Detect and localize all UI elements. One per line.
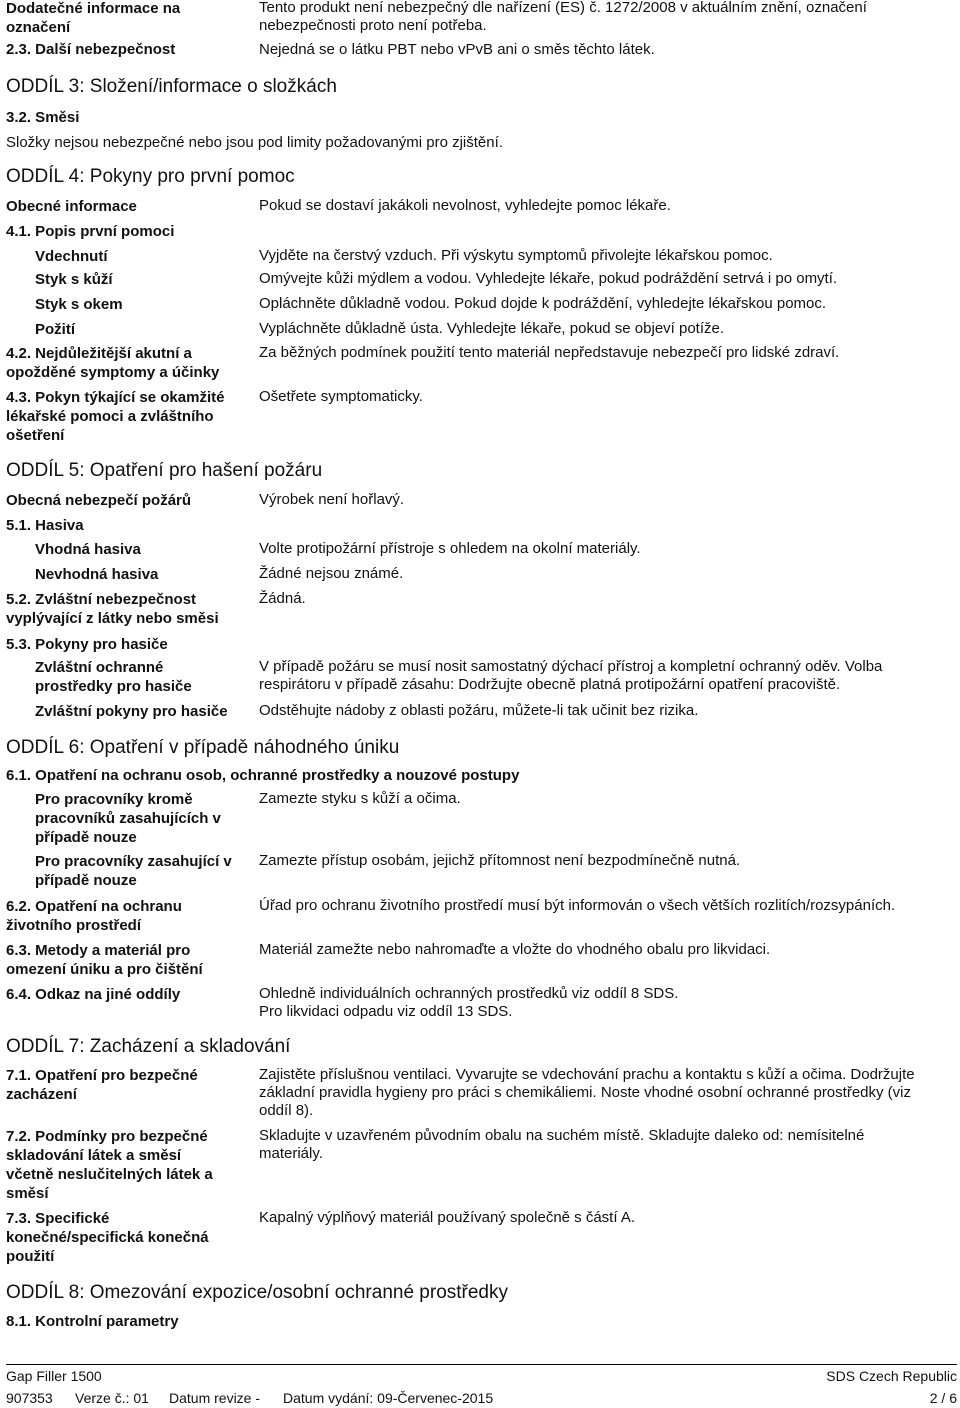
field-label-inhalation: Vdechnutí [35, 248, 108, 265]
field-value-7-2: Skladujte v uzavřeném původním obalu na suchém místě. Skladujte daleko od: nemísitelné materiály. [259, 1127, 865, 1162]
subsection-4-1: 4.1. Popis první pomoci [6, 223, 175, 240]
subsection-5-1: 5.1. Hasiva [6, 517, 84, 534]
field-label-skin: Styk s kůží [35, 271, 113, 288]
field-label-general-info: Obecné informace [6, 198, 137, 215]
field-value-unsuitable-media: Žádné nejsou známé. [259, 565, 404, 582]
field-label-firefighter-instructions: Zvláštní pokyny pro hasiče [35, 703, 228, 720]
section-8-heading: ODDÍL 8: Omezování expozice/osobní ochranné prostředky [6, 1282, 508, 1303]
field-value-4-2: Za běžných podmínek použití tento materiál nepředstavuje nebezpečí pro lidské zdraví. [259, 344, 840, 361]
field-label-fire-hazards: Obecná nebezpečí požárů [6, 492, 192, 509]
field-label-6-4: 6.4. Odkaz na jiné oddíly [6, 986, 181, 1003]
field-value-6-2: Úřad pro ochranu životního prostředí musí být informován o všech větších rozlitích/rozsypáních. [259, 897, 896, 914]
field-value-6-4-line1: Ohledně individuálních ochranných prostředků viz oddíl 8 SDS. [259, 985, 679, 1002]
field-value-7-1: Zajistěte příslušnou ventilaci. Vyvarujte se vdechování prachu a kontaktu s kůží a očima. Dodržujte základní pravidla hygieny pro práci s chemikáliemi. Noste vhodné osobní ochranné prostředky (viz oddíl 8). [259, 1066, 915, 1119]
field-label-non-emergency: Pro pracovníky kromě pracovníků zasahujících v případě nouze [35, 791, 221, 846]
field-label-unsuitable-media: Nevhodná hasiva [35, 566, 159, 583]
footer-version: Verze č.: 01 [75, 1390, 149, 1406]
field-value-7-3: Kapalný výplňový materiál používaný společně s částí A. [259, 1209, 636, 1226]
subsection-3-2: 3.2. Směsi [6, 109, 80, 126]
field-value-6-3: Materiál zamežte nebo nahromaďte a vložte do vhodného obalu pro likvidaci. [259, 941, 771, 958]
subsection-6-1: 6.1. Opatření na ochranu osob, ochranné prostředky a nouzové postupy [6, 767, 520, 784]
section-3-heading: ODDÍL 3: Složení/informace o složkách [6, 76, 337, 97]
field-value-emergency: Zamezte přístup osobám, jejichž přítomnost není bezpodmínečně nutná. [259, 852, 741, 869]
section-6-heading: ODDÍL 6: Opatření v případě náhodného úniku [6, 737, 400, 758]
subsection-5-3: 5.3. Pokyny pro hasiče [6, 636, 168, 653]
field-label-label-info: Dodatečné informace na označení [6, 0, 181, 36]
field-value-6-4-line2: Pro likvidaci odpadu viz oddíl 13 SDS. [259, 1003, 513, 1020]
field-value-other-hazards: Nejedná se o látku PBT nebo vPvB ani o směs těchto látek. [259, 41, 655, 58]
field-label-4-3: 4.3. Pokyn týkající se okamžité lékařské pomoci a zvláštního ošetření [6, 389, 225, 444]
field-label-other-hazards: 2.3. Další nebezpečnost [6, 41, 176, 58]
footer-divider [6, 1364, 957, 1365]
section-3-text: Složky nejsou nebezpečné nebo jsou pod limity požadovanými pro zjištění. [6, 134, 503, 151]
footer-issue-date: Datum vydání: 09-Červenec-2015 [283, 1390, 494, 1406]
field-label-emergency: Pro pracovníky zasahující v případě nouze [35, 853, 232, 889]
field-label-6-2: 6.2. Opatření na ochranu životního prostředí [6, 898, 182, 934]
field-value-skin: Omývejte kůži mýdlem a vodou. Vyhledejte lékaře, pokud podráždění setrvá i po omytí. [259, 270, 838, 287]
field-label-7-2: 7.2. Podmínky pro bezpečné skladování látek a směsí včetně neslučitelných látek a směsí [6, 1128, 213, 1202]
field-value-suitable-media: Volte protipožární přístroje s ohledem na okolní materiály. [259, 540, 641, 557]
field-value-inhalation: Vyjděte na čerstvý vzduch. Při výskytu symptomů přivolejte lékařskou pomoc. [259, 247, 773, 264]
field-label-7-3: 7.3. Specifické konečné/specifická konečná použití [6, 1210, 209, 1265]
field-value-label-info: Tento produkt není nebezpečný dle nařízení (ES) č. 1272/2008 v aktuálním znění, označení nebezpečnosti proto není potřeba. [259, 0, 867, 34]
field-value-protective-equipment: V případě požáru se musí nosit samostatný dýchací přístroj a kompletní ochranný oděv. Volba respirátoru v případě zásahu: Dodržujte obecně platná protipožární opatření pracoviště. [259, 658, 883, 693]
field-value-general-info: Pokud se dostaví jakákoli nevolnost, vyhledejte pomoc lékaře. [259, 197, 671, 214]
section-5-heading: ODDÍL 5: Opatření pro hašení požáru [6, 460, 323, 481]
field-label-protective-equipment: Zvláštní ochranné prostředky pro hasiče [35, 659, 192, 695]
field-label-suitable-media: Vhodná hasiva [35, 541, 141, 558]
footer-product-name: Gap Filler 1500 [6, 1368, 102, 1384]
field-label-4-2: 4.2. Nejdůležitější akutní a opožděné symptomy a účinky [6, 345, 220, 381]
footer-doc-type: SDS Czech Republic [826, 1368, 957, 1384]
field-label-6-3: 6.3. Metody a materiál pro omezení úniku a pro čištění [6, 942, 203, 978]
subsection-8-1: 8.1. Kontrolní parametry [6, 1313, 179, 1330]
field-label-7-1: 7.1. Opatření pro bezpečné zacházení [6, 1067, 198, 1103]
section-7-heading: ODDÍL 7: Zacházení a skladování [6, 1036, 291, 1057]
section-4-heading: ODDÍL 4: Pokyny pro první pomoc [6, 166, 295, 187]
field-value-4-3: Ošetřete symptomaticky. [259, 388, 423, 405]
field-value-firefighter-instructions: Odstěhujte nádoby z oblasti požáru, můžete-li tak učinit bez rizika. [259, 702, 699, 719]
footer-page-number: 2 / 6 [929, 1390, 957, 1406]
footer-revision-date: Datum revize - [169, 1390, 261, 1406]
field-value-ingestion: Vypláchněte důkladně ústa. Vyhledejte lékaře, pokud se objeví potíže. [259, 320, 725, 337]
footer-doc-number: 907353 [6, 1390, 53, 1406]
field-label-5-2: 5.2. Zvláštní nebezpečnost vyplývající z látky nebo směsi [6, 591, 219, 627]
field-value-fire-hazards: Výrobek není hořlavý. [259, 491, 405, 508]
field-label-ingestion: Požití [35, 321, 75, 338]
field-value-non-emergency: Zamezte styku s kůží a očima. [259, 790, 461, 807]
field-value-5-2: Žádná. [259, 590, 306, 607]
field-value-eye: Opláchněte důkladně vodou. Pokud dojde k podráždění, vyhledejte lékařskou pomoc. [259, 295, 827, 312]
field-label-eye: Styk s okem [35, 296, 123, 313]
